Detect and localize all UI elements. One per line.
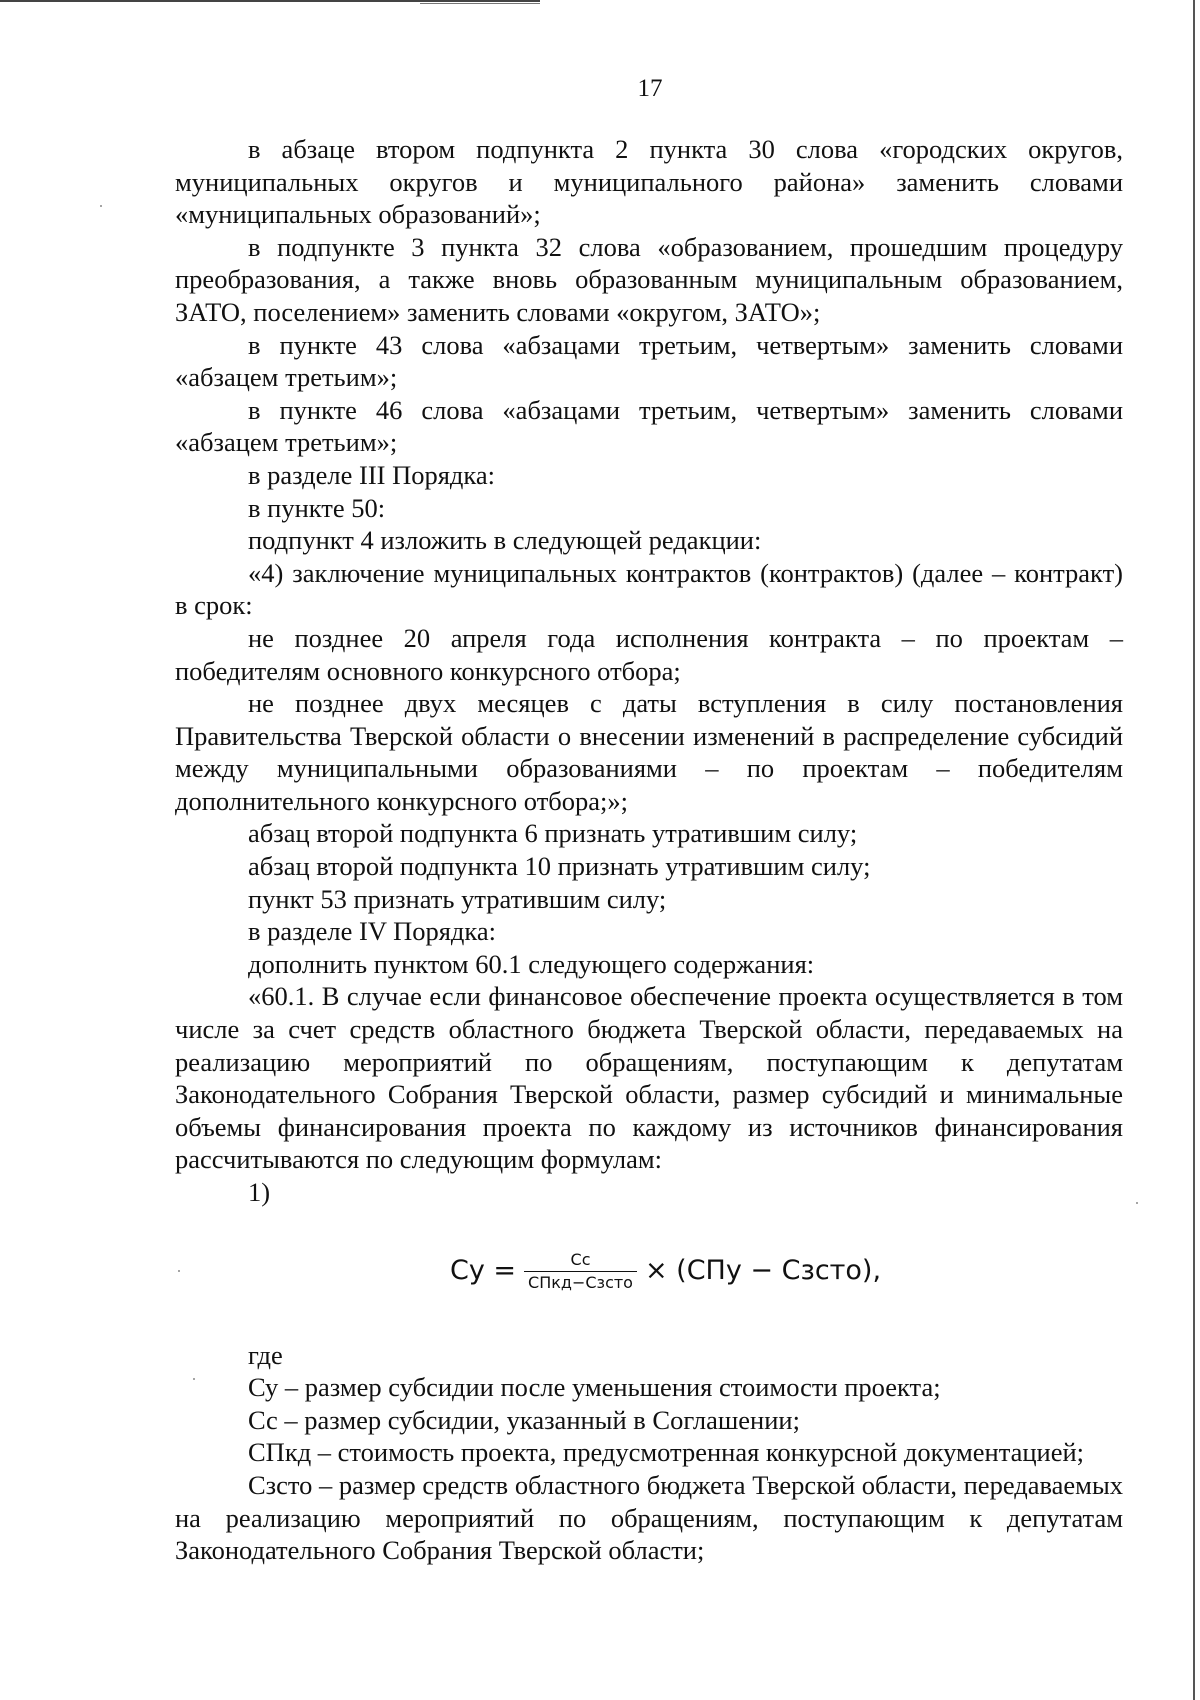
paragraph: в разделе III Порядка: — [248, 459, 496, 490]
paragraph: в абзаце втором подпункта 2 пункта 30 слова «городских округов, муниципальных округов и муниципального района» заменить словами «муниципальных образований»; — [175, 134, 1123, 230]
page-number: 17 — [637, 75, 663, 102]
formula-lhs: Су = — [450, 1254, 517, 1286]
paragraph: не позднее 20 апреля года исполнения контракта – по проектам – победителям основного конкурсного отбора; — [175, 622, 1123, 686]
paragraph: в пункте 46 слова «абзацами третьим, четвертым» заменить словами «абзацем третьим»; — [175, 394, 1123, 458]
scan-speck — [100, 205, 102, 207]
paragraph: в пункте 50: — [248, 492, 386, 523]
paragraph: пункт 53 признать утратившим силу; — [248, 883, 667, 914]
paragraph: дополнить пунктом 60.1 следующего содержания: — [248, 948, 815, 979]
formula-block — [175, 1209, 1123, 1339]
paragraph: подпункт 4 изложить в следующей редакции: — [248, 525, 762, 556]
scan-edge-right — [1193, 0, 1195, 1700]
definition-item: СПкд – стоимость проекта, предусмотренная конкурсной документацией; — [248, 1437, 1085, 1468]
paragraph: в пункте 43 слова «абзацами третьим, четвертым» заменить словами «абзацем третьим»; — [175, 329, 1123, 393]
formula-denominator: СПкд−Сзсто — [524, 1271, 637, 1294]
scan-speck — [1136, 1202, 1138, 1204]
paragraph: «4) заключение муниципальных контрактов (контрактов) (далее – контракт) в срок: — [175, 557, 1123, 621]
paragraph: «60.1. В случае если финансовое обеспечение проекта осуществляется в том числе за счет средств областного бюджета Тверской области, передаваемых на реализацию мероприятий по обращениям, поступающим к депутатам Законодательного Собрания Тверской области, размер субсидий и минимальные объемы финансирования проекта по каждому из источников финансирования рассчитываются по следующим формулам: — [175, 981, 1123, 1175]
document-body — [175, 133, 1123, 1567]
formula — [450, 1249, 881, 1294]
scan-edge-top-thin — [420, 3, 540, 4]
formula-fraction — [524, 1249, 637, 1294]
paragraph: абзац второй подпункта 6 признать утратившим силу; — [248, 818, 858, 849]
definition-item: Сс – размер субсидии, указанный в Соглашении; — [248, 1404, 800, 1435]
paragraph: абзац второй подпункта 10 признать утратившим силу; — [248, 851, 871, 882]
paragraph: в подпункте 3 пункта 32 слова «образованием, прошедшим процедуру преобразования, а также вновь образованным муниципальным образованием, ЗАТО, поселением» заменить словами «округом, ЗАТО»; — [175, 231, 1123, 327]
paragraph: где — [248, 1339, 283, 1370]
paragraph: не позднее двух месяцев с даты вступления в силу постановления Правительства Тверской области о внесении изменений в распределение субсидий между муниципальными образованиями – по проектам – победителям дополнительного конкурсного отбора;»; — [175, 688, 1123, 816]
formula-numerator: Сс — [570, 1249, 591, 1269]
definition-item: Су – размер субсидии после уменьшения стоимости проекта; — [248, 1372, 941, 1403]
formula-number: 1) — [248, 1177, 271, 1207]
definition-item: Сзсто – размер средств областного бюджета Тверской области, передаваемых на реализацию мероприятий по обращениям, поступающим к депутатам Законодательного Собрания Тверской области; — [175, 1469, 1123, 1566]
scan-edge-top — [0, 0, 540, 2]
paragraph: в разделе IV Порядка: — [248, 916, 497, 947]
formula-rhs: × (СПу − Сзсто), — [644, 1254, 882, 1286]
